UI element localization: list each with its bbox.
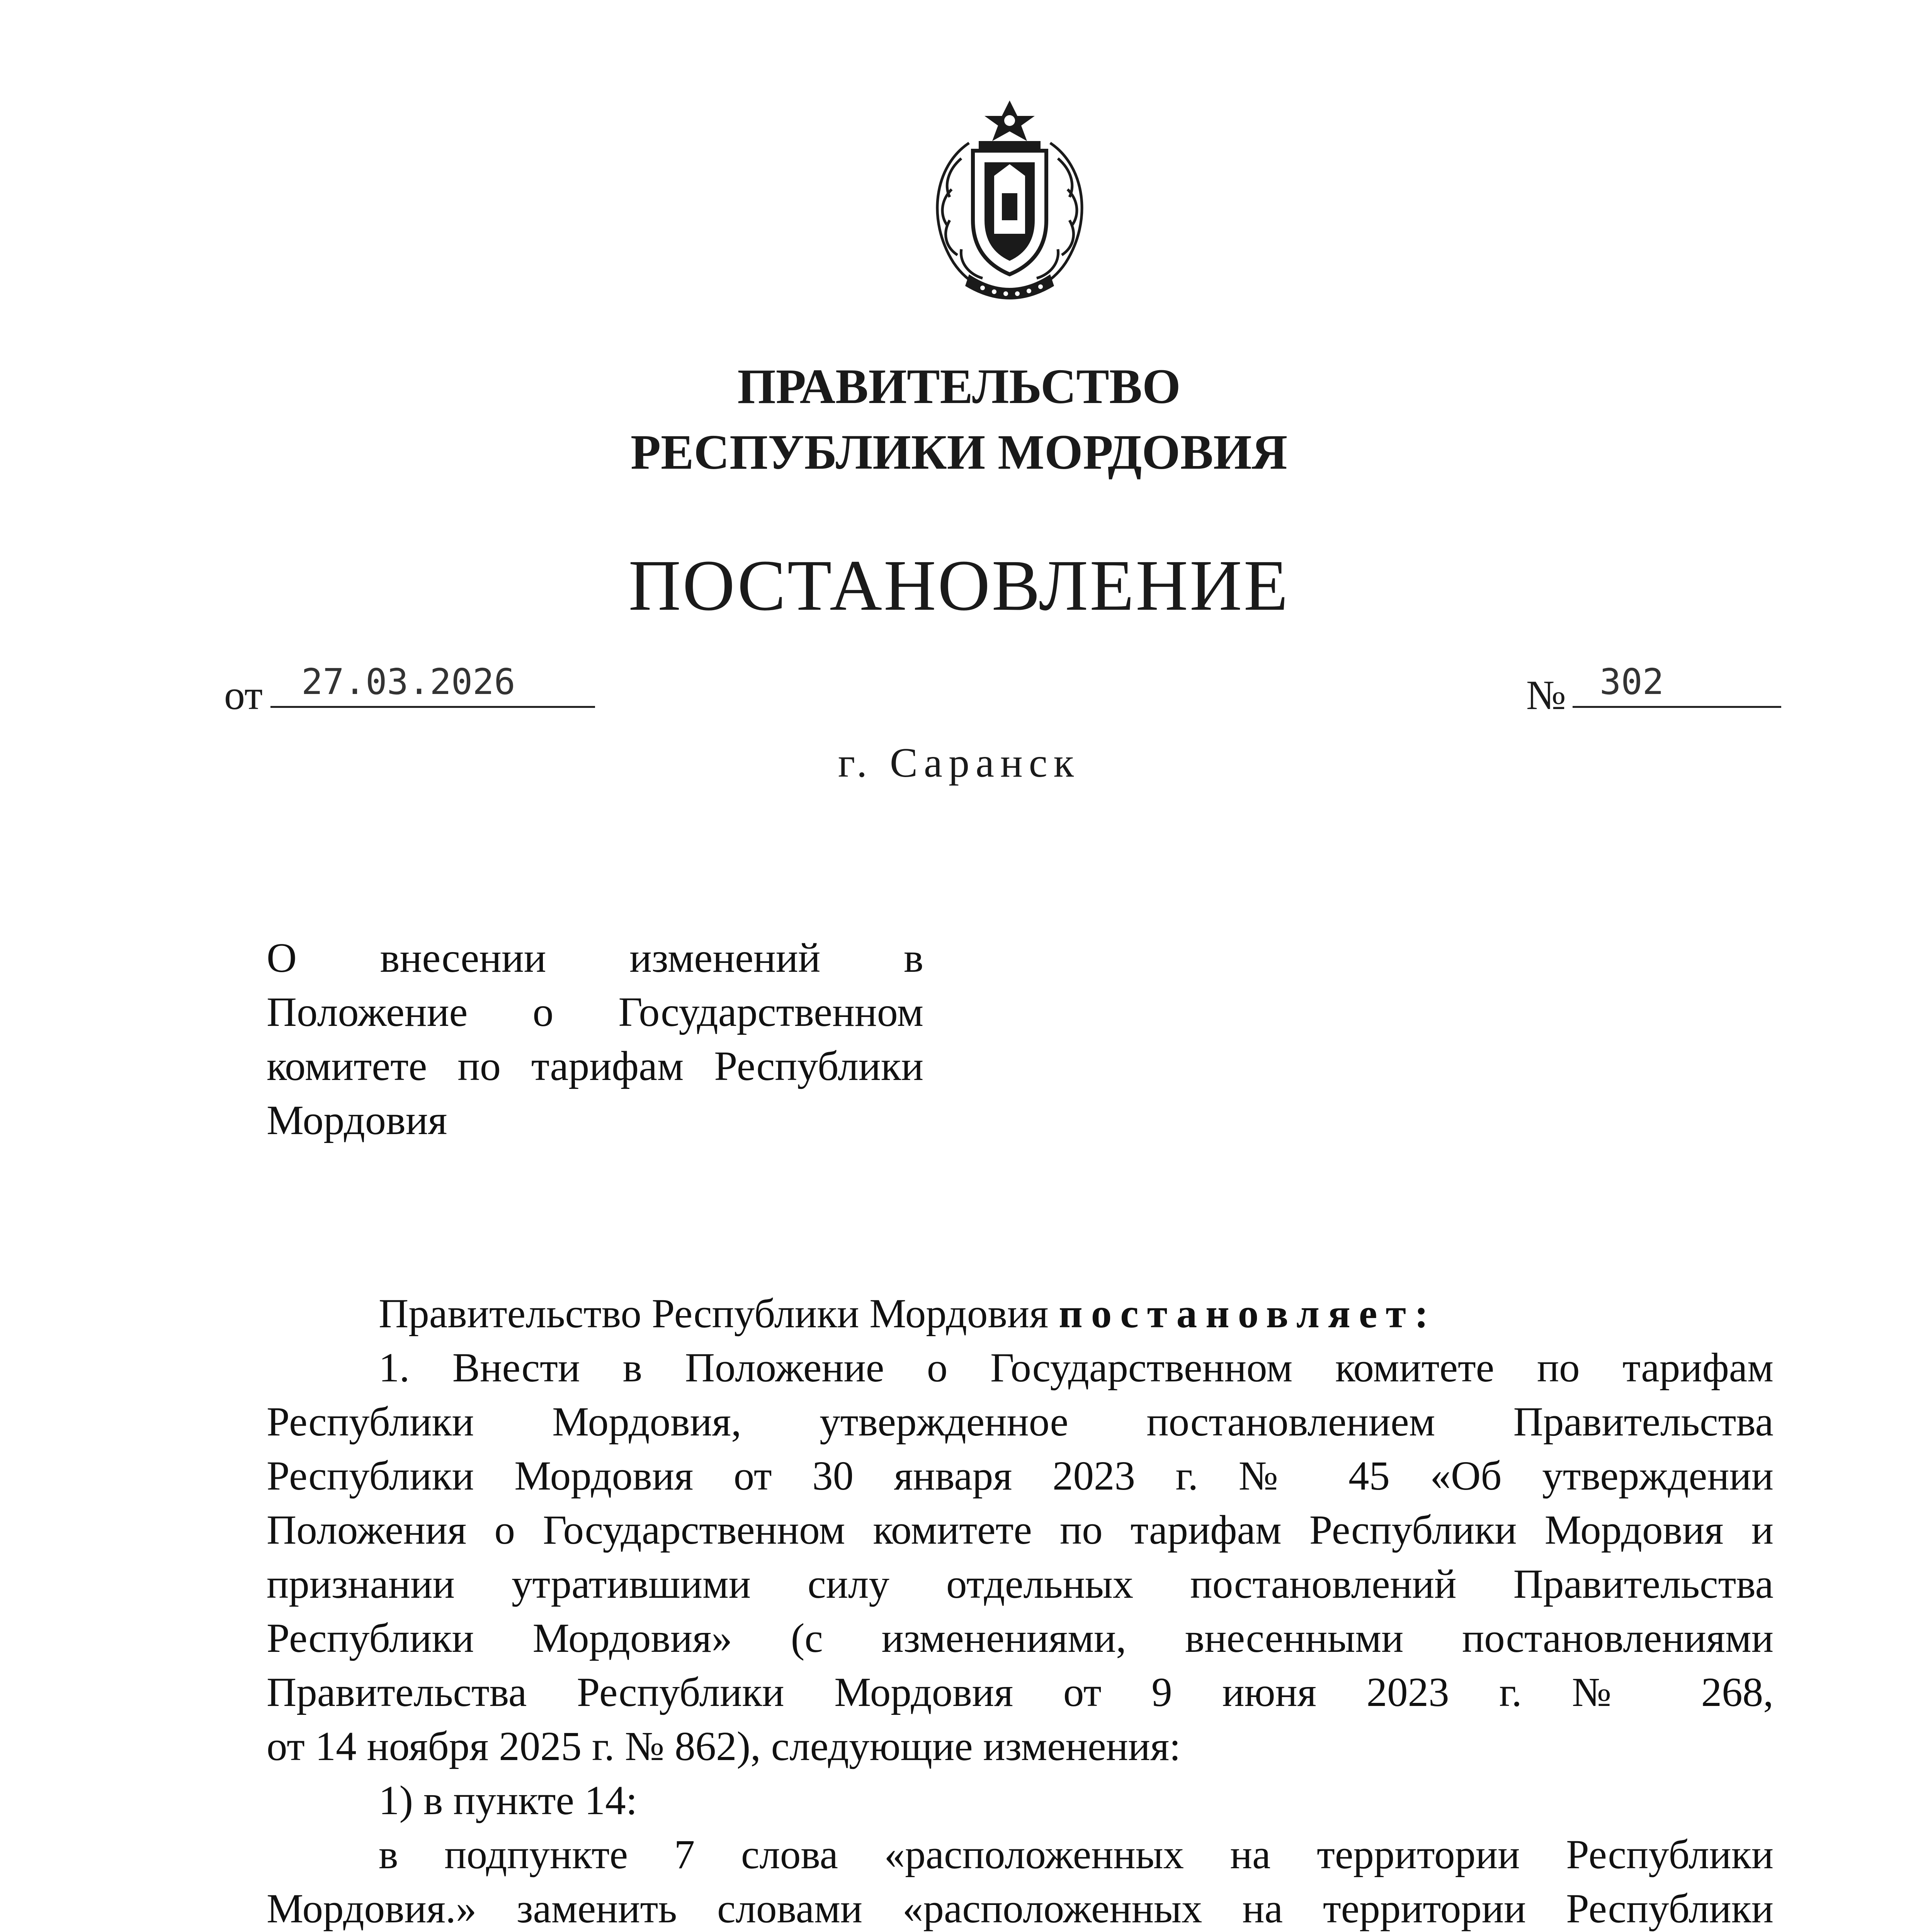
- body-line: Республики Мордовия от 30 января 2023 г. № 45 «Об утверждении: [267, 1453, 1773, 1499]
- body-line: от 14 ноября 2025 г. № 862), следующие изменения:: [267, 1724, 1181, 1769]
- subject-line: Положение о Государственном: [267, 989, 923, 1035]
- number-value: 302: [1600, 661, 1664, 702]
- body-line: Республики Мордовия, утвержденное постановлением Правительства: [267, 1399, 1773, 1445]
- date-underline: [270, 706, 595, 708]
- body-line: Правительства Республики Мордовия от 9 июня 2023 г. № 268,: [267, 1670, 1773, 1715]
- body-line: 1) в пункте 14:: [379, 1778, 638, 1823]
- subject-line: Мордовия: [267, 1097, 447, 1143]
- number-underline: [1573, 706, 1781, 708]
- city-name: г. Саранск: [838, 740, 1080, 786]
- intro-text: Правительство Республики Мордовия: [379, 1291, 1049, 1337]
- date-label: от: [224, 672, 263, 718]
- body-line: в подпункте 7 слова «расположенных на территории Республики: [379, 1832, 1773, 1878]
- document-type-title: ПОСТАНОВЛЕНИЕ: [628, 545, 1290, 626]
- intro-verb: постановляет:: [1059, 1291, 1437, 1337]
- subject-line: О внесении изменений в: [267, 935, 923, 981]
- body-line: Республики Мордовия» (с изменениями, внесенными постановлениями: [267, 1616, 1773, 1661]
- body-intro: [267, 1287, 1773, 1341]
- body-line: 1. Внести в Положение о Государственном комитете по тарифам: [379, 1345, 1773, 1391]
- date-value: 27.03.2026: [301, 661, 515, 702]
- subject-line: комитете по тарифам Республики: [267, 1043, 923, 1089]
- coat-of-arms-icon: [911, 93, 1108, 313]
- government-title-line1: ПРАВИТЕЛЬСТВО: [737, 359, 1181, 414]
- decree-body: [267, 1287, 1773, 1932]
- body-line: признании утратившими силу отдельных постановлений Правительства: [267, 1561, 1773, 1607]
- decree-subject: [267, 931, 923, 1148]
- body-line: Мордовия.» заменить словами «расположенных на территории Республики: [267, 1886, 1773, 1932]
- body-line: Положения о Государственном комитете по тарифам Республики Мордовия и: [267, 1507, 1773, 1553]
- government-title-line2: РЕСПУБЛИКИ МОРДОВИЯ: [630, 425, 1288, 480]
- number-label: №: [1526, 672, 1566, 718]
